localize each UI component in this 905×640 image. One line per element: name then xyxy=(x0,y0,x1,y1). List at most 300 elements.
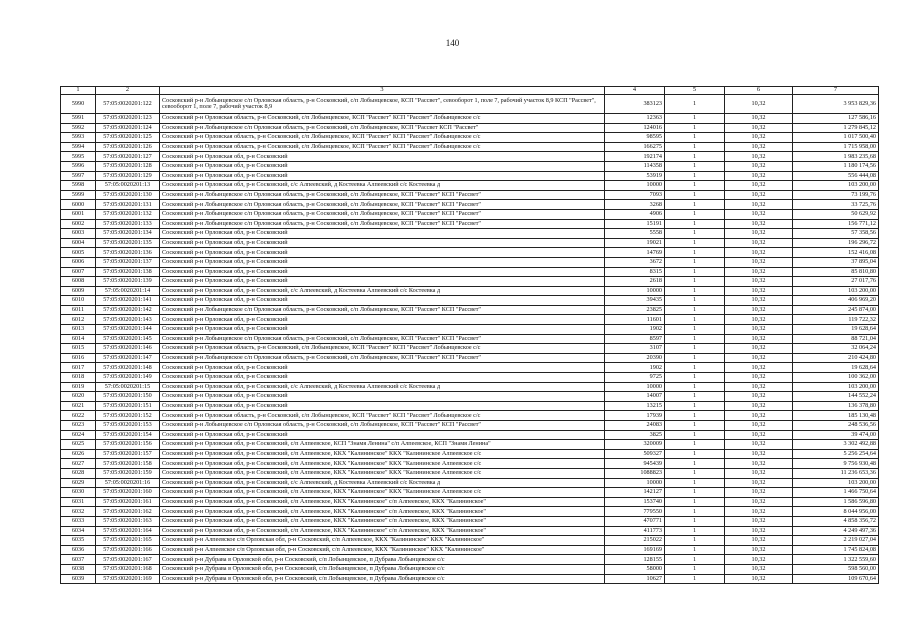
cadastral-number: 57:05:0020201:162 xyxy=(96,507,160,517)
count-value: 1 xyxy=(665,190,725,200)
table-row xyxy=(61,190,879,200)
area-value: 166275 xyxy=(605,142,665,152)
row-number: 6022 xyxy=(61,411,96,421)
rate-value: 10,32 xyxy=(725,142,793,152)
amount-value: 556 444,08 xyxy=(793,171,879,181)
location-description: Сосковский р-н Орловская обл, р-н Сосковский, с/с Алпеевский, д Костеевка Алпеевский с/с Костеевка д xyxy=(160,286,605,296)
area-value: 10000 xyxy=(605,286,665,296)
amount-value: 1 466 750,64 xyxy=(793,488,879,498)
column-number: 2 xyxy=(96,87,160,95)
area-value: 320009 xyxy=(605,440,665,450)
row-number: 6005 xyxy=(61,248,96,258)
row-number: 6030 xyxy=(61,488,96,498)
cadastral-number: 57:05:0020201:128 xyxy=(96,161,160,171)
table-row xyxy=(61,315,879,325)
table-row xyxy=(61,181,879,191)
cadastral-number: 57:05:0020201:147 xyxy=(96,353,160,363)
column-number-row xyxy=(61,87,879,95)
amount-value: 27 017,76 xyxy=(793,277,879,287)
row-number: 5992 xyxy=(61,123,96,133)
table-row xyxy=(61,363,879,373)
cadastral-number: 57:05:0020201:158 xyxy=(96,459,160,469)
rate-value: 10,32 xyxy=(725,267,793,277)
rate-value: 10,32 xyxy=(725,305,793,315)
amount-value: 103 200,00 xyxy=(793,382,879,392)
table-row xyxy=(61,325,879,335)
cadastral-number: 57:05:0020201:156 xyxy=(96,440,160,450)
cadastral-number: 57:05:0020201:144 xyxy=(96,325,160,335)
row-number: 6034 xyxy=(61,526,96,536)
count-value: 1 xyxy=(665,507,725,517)
count-value: 1 xyxy=(665,440,725,450)
location-description: Сосковский р-н Лобынцевское с/п Орловская область, р-н Сосковский, с/п Лобынцевское, КСП "Рассвет" КСП "Рассвет" xyxy=(160,305,605,315)
count-value: 1 xyxy=(665,392,725,402)
amount-value: 100 362,00 xyxy=(793,373,879,383)
amount-value: 210 424,80 xyxy=(793,353,879,363)
rate-value: 10,32 xyxy=(725,257,793,267)
amount-value: 1 983 235,68 xyxy=(793,152,879,162)
cadastral-number: 57:05:0020201:137 xyxy=(96,257,160,267)
rate-value: 10,32 xyxy=(725,229,793,239)
count-value: 1 xyxy=(665,315,725,325)
amount-value: 136 378,80 xyxy=(793,401,879,411)
rate-value: 10,32 xyxy=(725,286,793,296)
table-row xyxy=(61,516,879,526)
cadastral-number: 57:05:0020201:157 xyxy=(96,449,160,459)
table-row xyxy=(61,574,879,584)
row-number: 6024 xyxy=(61,430,96,440)
location-description: Сосковский р-н Орловская обл, р-н Сосковский xyxy=(160,152,605,162)
rate-value: 10,32 xyxy=(725,123,793,133)
count-value: 1 xyxy=(665,200,725,210)
table-row xyxy=(61,392,879,402)
rate-value: 10,32 xyxy=(725,334,793,344)
rate-value: 10,32 xyxy=(725,574,793,584)
amount-value: 103 200,00 xyxy=(793,478,879,488)
table-row xyxy=(61,507,879,517)
table-row xyxy=(61,488,879,498)
row-number: 5995 xyxy=(61,152,96,162)
table-row xyxy=(61,114,879,124)
count-value: 1 xyxy=(665,296,725,306)
table-row xyxy=(61,142,879,152)
rate-value: 10,32 xyxy=(725,95,793,114)
area-value: 10000 xyxy=(605,181,665,191)
row-number: 6010 xyxy=(61,296,96,306)
area-value: 128155 xyxy=(605,555,665,565)
amount-value: 196 296,72 xyxy=(793,238,879,248)
area-value: 9725 xyxy=(605,373,665,383)
cadastral-number: 57:05:0020201:13 xyxy=(96,181,160,191)
count-value: 1 xyxy=(665,114,725,124)
cadastral-number: 57:05:0020201:122 xyxy=(96,95,160,114)
cadastral-number: 57:05:0020201:136 xyxy=(96,248,160,258)
amount-value: 144 552,24 xyxy=(793,392,879,402)
rate-value: 10,32 xyxy=(725,209,793,219)
area-value: 24083 xyxy=(605,421,665,431)
row-number: 5996 xyxy=(61,161,96,171)
count-value: 1 xyxy=(665,564,725,574)
count-value: 1 xyxy=(665,257,725,267)
amount-value: 1 279 845,12 xyxy=(793,123,879,133)
cadastral-number: 57:05:0020201:138 xyxy=(96,267,160,277)
location-description: Сосковский р-н Орловская обл, р-н Сосковский xyxy=(160,325,605,335)
rate-value: 10,32 xyxy=(725,315,793,325)
table-row xyxy=(61,229,879,239)
rate-value: 10,32 xyxy=(725,171,793,181)
area-value: 12363 xyxy=(605,114,665,124)
location-description: Сосковский р-н Орловская обл, р-н Сосковский xyxy=(160,229,605,239)
table-row xyxy=(61,353,879,363)
area-value: 153740 xyxy=(605,497,665,507)
area-value: 10000 xyxy=(605,382,665,392)
row-number: 6009 xyxy=(61,286,96,296)
area-value: 4906 xyxy=(605,209,665,219)
location-description: Сосковский р-н Орловская обл, р-н Сосковский xyxy=(160,277,605,287)
rate-value: 10,32 xyxy=(725,344,793,354)
area-value: 53919 xyxy=(605,171,665,181)
area-value: 3672 xyxy=(605,257,665,267)
cadastral-number: 57:05:0020201:159 xyxy=(96,468,160,478)
row-number: 6029 xyxy=(61,478,96,488)
area-value: 19021 xyxy=(605,238,665,248)
count-value: 1 xyxy=(665,478,725,488)
location-description: Сосковский р-н Орловская обл, р-н Сосковский, с/п Алпеевское, ККХ "Калининское" с/п Алпеевское, ККХ "Калининское" xyxy=(160,526,605,536)
row-number: 5994 xyxy=(61,142,96,152)
table-row xyxy=(61,133,879,143)
amount-value: 88 721,04 xyxy=(793,334,879,344)
row-number: 5998 xyxy=(61,181,96,191)
cadastral-number: 57:05:0020201:131 xyxy=(96,200,160,210)
table-row xyxy=(61,161,879,171)
row-number: 6039 xyxy=(61,574,96,584)
location-description: Сосковский р-н Орловская область, р-н Сосковский, с/п Лобынцевское, КСП "Рассвет" КСП "Рассвет" Лобынцевское с/с xyxy=(160,344,605,354)
row-number: 6015 xyxy=(61,344,96,354)
table-row xyxy=(61,344,879,354)
table-row xyxy=(61,152,879,162)
row-number: 6011 xyxy=(61,305,96,315)
location-description: Сосковский р-н Алпеевское с/п Орловская обл, р-н Сосковский, с/п Алпеевское, ККХ "Калининское" ККХ "Калининское" xyxy=(160,536,605,546)
count-value: 1 xyxy=(665,277,725,287)
area-value: 13215 xyxy=(605,401,665,411)
rate-value: 10,32 xyxy=(725,555,793,565)
count-value: 1 xyxy=(665,401,725,411)
amount-value: 152 416,08 xyxy=(793,248,879,258)
table-row xyxy=(61,536,879,546)
row-number: 6018 xyxy=(61,373,96,383)
row-number: 6007 xyxy=(61,267,96,277)
area-value: 20390 xyxy=(605,353,665,363)
rate-value: 10,32 xyxy=(725,373,793,383)
count-value: 1 xyxy=(665,430,725,440)
location-description: Сосковский р-н Алпеевское с/п Орловская обл, р-н Сосковский, с/п Алпеевское, ККХ "Калининское" ККХ "Калининское" xyxy=(160,545,605,555)
count-value: 1 xyxy=(665,305,725,315)
amount-value: 5 256 254,64 xyxy=(793,449,879,459)
count-value: 1 xyxy=(665,344,725,354)
area-value: 1088823 xyxy=(605,468,665,478)
rate-value: 10,32 xyxy=(725,353,793,363)
count-value: 1 xyxy=(665,248,725,258)
rate-value: 10,32 xyxy=(725,478,793,488)
location-description: Сосковский р-н Орловская обл, р-н Сосковский xyxy=(160,267,605,277)
count-value: 1 xyxy=(665,488,725,498)
location-description: Сосковский р-н Лобынцевское с/п Орловская область, р-н Сосковский, с/п Лобынцевское, КСП "Рассвет КСП "Рассвет" xyxy=(160,123,605,133)
cadastral-number: 57:05:0020201:133 xyxy=(96,219,160,229)
rate-value: 10,32 xyxy=(725,114,793,124)
amount-value: 2 219 027,04 xyxy=(793,536,879,546)
row-number: 6037 xyxy=(61,555,96,565)
count-value: 1 xyxy=(665,459,725,469)
table-row xyxy=(61,545,879,555)
rate-value: 10,32 xyxy=(725,459,793,469)
cadastral-number: 57:05:0020201:161 xyxy=(96,497,160,507)
count-value: 1 xyxy=(665,267,725,277)
area-value: 15191 xyxy=(605,219,665,229)
amount-value: 11 236 653,36 xyxy=(793,468,879,478)
amount-value: 39 474,00 xyxy=(793,430,879,440)
count-value: 1 xyxy=(665,411,725,421)
count-value: 1 xyxy=(665,286,725,296)
row-number: 6001 xyxy=(61,209,96,219)
amount-value: 19 628,64 xyxy=(793,325,879,335)
cadastral-number: 57:05:0020201:152 xyxy=(96,411,160,421)
rate-value: 10,32 xyxy=(725,382,793,392)
location-description: Сосковский р-н Орловская обл, р-н Сосковский xyxy=(160,296,605,306)
table-row xyxy=(61,209,879,219)
amount-value: 1 745 824,08 xyxy=(793,545,879,555)
cadastral-number: 57:05:0020201:14 xyxy=(96,286,160,296)
count-value: 1 xyxy=(665,152,725,162)
count-value: 1 xyxy=(665,449,725,459)
area-value: 779550 xyxy=(605,507,665,517)
table-row xyxy=(61,267,879,277)
table-row xyxy=(61,219,879,229)
amount-value: 103 200,00 xyxy=(793,181,879,191)
rate-value: 10,32 xyxy=(725,200,793,210)
land-plot-table xyxy=(60,86,879,584)
column-number: 4 xyxy=(605,87,665,95)
location-description: Сосковский р-н Лобынцевское с/п Орловская область, р-н Сосковский, с/п Лобынцевское, КСП "Рассвет" КСП "Рассвет" xyxy=(160,421,605,431)
amount-value: 33 725,76 xyxy=(793,200,879,210)
location-description: Сосковский р-н Лобынцевское с/п Орловская область, р-н Сосковский, с/п Лобынцевское, КСП "Рассвет" КСП "Рассвет" xyxy=(160,209,605,219)
cadastral-number: 57:05:0020201:163 xyxy=(96,516,160,526)
rate-value: 10,32 xyxy=(725,421,793,431)
amount-value: 156 771,12 xyxy=(793,219,879,229)
location-description: Сосковский р-н Орловская обл, р-н Сосковский, с/п Алпеевское, ККХ "Калининское" с/п Алпеевское, ККХ "Калининское" xyxy=(160,497,605,507)
rate-value: 10,32 xyxy=(725,219,793,229)
row-number: 6000 xyxy=(61,200,96,210)
area-value: 8315 xyxy=(605,267,665,277)
amount-value: 9 756 930,48 xyxy=(793,459,879,469)
table-row xyxy=(61,459,879,469)
location-description: Сосковский р-н Дубрава в Орловской обл, р-н Сосковский, с/п Лобынцевское, п Дубрава Лобынцевское с/с xyxy=(160,564,605,574)
location-description: Сосковский р-н Орловская обл, р-н Сосковский, с/п Алпеевское, КСП "Знамя Ленина" с/п Алпеевское, КСП "Знамя Ленина" xyxy=(160,440,605,450)
location-description: Сосковский р-н Лобынцевское с/п Орловская область, р-н Сосковский, с/п Лобынцевское, КСП "Рассвет" КСП "Рассвет" xyxy=(160,334,605,344)
rate-value: 10,32 xyxy=(725,133,793,143)
table-row xyxy=(61,238,879,248)
row-number: 6032 xyxy=(61,507,96,517)
cadastral-number: 57:05:0020201:145 xyxy=(96,334,160,344)
rate-value: 10,32 xyxy=(725,449,793,459)
area-value: 7093 xyxy=(605,190,665,200)
location-description: Сосковский р-н Орловская обл, р-н Сосковский xyxy=(160,373,605,383)
cadastral-number: 57:05:0020201:132 xyxy=(96,209,160,219)
area-value: 470771 xyxy=(605,516,665,526)
amount-value: 406 969,20 xyxy=(793,296,879,306)
row-number: 6028 xyxy=(61,468,96,478)
row-number: 6013 xyxy=(61,325,96,335)
count-value: 1 xyxy=(665,516,725,526)
count-value: 1 xyxy=(665,161,725,171)
cadastral-number: 57:05:0020201:146 xyxy=(96,344,160,354)
area-value: 411773 xyxy=(605,526,665,536)
cadastral-number: 57:05:0020201:129 xyxy=(96,171,160,181)
amount-value: 185 130,48 xyxy=(793,411,879,421)
location-description: Сосковский р-н Лобынцевское с/п Орловская область, р-н Сосковский, с/п Лобынцевское, КСП "Рассвет" КСП "Рассвет" xyxy=(160,219,605,229)
area-value: 192174 xyxy=(605,152,665,162)
rate-value: 10,32 xyxy=(725,363,793,373)
table-row xyxy=(61,564,879,574)
count-value: 1 xyxy=(665,209,725,219)
cadastral-number: 57:05:0020201:150 xyxy=(96,392,160,402)
amount-value: 32 064,24 xyxy=(793,344,879,354)
location-description: Сосковский р-н Орловская обл, р-н Сосковский xyxy=(160,248,605,258)
area-value: 17939 xyxy=(605,411,665,421)
area-value: 124016 xyxy=(605,123,665,133)
cadastral-number: 57:05:0020201:134 xyxy=(96,229,160,239)
cadastral-number: 57:05:0020201:135 xyxy=(96,238,160,248)
amount-value: 119 722,32 xyxy=(793,315,879,325)
rate-value: 10,32 xyxy=(725,238,793,248)
amount-value: 245 874,00 xyxy=(793,305,879,315)
area-value: 5558 xyxy=(605,229,665,239)
count-value: 1 xyxy=(665,536,725,546)
area-value: 142127 xyxy=(605,488,665,498)
location-description: Сосковский р-н Орловская область, р-н Сосковский, с/п Лобынцевское, КСП "Рассвет" КСП "Рассвет" Лобынцевское с/с xyxy=(160,411,605,421)
table-row xyxy=(61,526,879,536)
count-value: 1 xyxy=(665,133,725,143)
rate-value: 10,32 xyxy=(725,248,793,258)
cadastral-number: 57:05:0020201:124 xyxy=(96,123,160,133)
amount-value: 598 560,00 xyxy=(793,564,879,574)
amount-value: 1 180 174,56 xyxy=(793,161,879,171)
area-value: 114358 xyxy=(605,161,665,171)
location-description: Сосковский р-н Орловская обл, р-н Сосковский, с/п Алпеевское, ККХ "Калининское" ККХ "Калининское Алпеевское с/с xyxy=(160,468,605,478)
cadastral-number: 57:05:0020201:130 xyxy=(96,190,160,200)
rate-value: 10,32 xyxy=(725,277,793,287)
area-value: 169169 xyxy=(605,545,665,555)
location-description: Сосковский р-н Орловская обл, р-н Сосковский xyxy=(160,363,605,373)
rate-value: 10,32 xyxy=(725,392,793,402)
row-number: 5999 xyxy=(61,190,96,200)
row-number: 6006 xyxy=(61,257,96,267)
rate-value: 10,32 xyxy=(725,161,793,171)
row-number: 5991 xyxy=(61,114,96,124)
location-description: Сосковский р-н Орловская обл, р-н Сосковский xyxy=(160,315,605,325)
area-value: 14769 xyxy=(605,248,665,258)
row-number: 5990 xyxy=(61,95,96,114)
table-row xyxy=(61,468,879,478)
cadastral-number: 57:05:0020201:123 xyxy=(96,114,160,124)
area-value: 509327 xyxy=(605,449,665,459)
area-value: 58000 xyxy=(605,564,665,574)
cadastral-number: 57:05:0020201:168 xyxy=(96,564,160,574)
rate-value: 10,32 xyxy=(725,545,793,555)
area-value: 23825 xyxy=(605,305,665,315)
location-description: Сосковский р-н Орловская обл, р-н Сосковский xyxy=(160,238,605,248)
row-number: 6025 xyxy=(61,440,96,450)
cadastral-number: 57:05:0020201:154 xyxy=(96,430,160,440)
cadastral-number: 57:05:0020201:15 xyxy=(96,382,160,392)
row-number: 6003 xyxy=(61,229,96,239)
cadastral-number: 57:05:0020201:169 xyxy=(96,574,160,584)
table-row xyxy=(61,277,879,287)
table-row xyxy=(61,373,879,383)
row-number: 6012 xyxy=(61,315,96,325)
amount-value: 50 629,92 xyxy=(793,209,879,219)
area-value: 215022 xyxy=(605,536,665,546)
count-value: 1 xyxy=(665,574,725,584)
amount-value: 73 199,76 xyxy=(793,190,879,200)
row-number: 6033 xyxy=(61,516,96,526)
amount-value: 57 358,56 xyxy=(793,229,879,239)
count-value: 1 xyxy=(665,171,725,181)
count-value: 1 xyxy=(665,363,725,373)
count-value: 1 xyxy=(665,123,725,133)
table-row xyxy=(61,334,879,344)
location-description: Сосковский р-н Орловская обл, р-н Сосковский xyxy=(160,401,605,411)
cadastral-number: 57:05:0020201:16 xyxy=(96,478,160,488)
cadastral-number: 57:05:0020201:143 xyxy=(96,315,160,325)
amount-value: 19 628,64 xyxy=(793,363,879,373)
column-number: 7 xyxy=(793,87,879,95)
rate-value: 10,32 xyxy=(725,526,793,536)
rate-value: 10,32 xyxy=(725,181,793,191)
location-description: Сосковский р-н Дубрава в Орловской обл, р-н Сосковский, с/п Лобынцевское, п Дубрава Лобынцевское с/с xyxy=(160,574,605,584)
amount-value: 1 586 596,80 xyxy=(793,497,879,507)
location-description: Сосковский р-н Дубрава в Орловской обл, р-н Сосковский, с/п Лобынцевское, п Дубрава Лобынцевское с/с xyxy=(160,555,605,565)
area-value: 2618 xyxy=(605,277,665,287)
count-value: 1 xyxy=(665,555,725,565)
area-value: 14007 xyxy=(605,392,665,402)
location-description: Сосковский р-н Орловская обл, р-н Сосковский xyxy=(160,430,605,440)
amount-value: 103 200,00 xyxy=(793,286,879,296)
table-row xyxy=(61,401,879,411)
row-number: 6016 xyxy=(61,353,96,363)
rate-value: 10,32 xyxy=(725,468,793,478)
amount-value: 3 953 829,36 xyxy=(793,95,879,114)
table-row xyxy=(61,430,879,440)
area-value: 1902 xyxy=(605,363,665,373)
cadastral-number: 57:05:0020201:160 xyxy=(96,488,160,498)
count-value: 1 xyxy=(665,373,725,383)
count-value: 1 xyxy=(665,421,725,431)
count-value: 1 xyxy=(665,142,725,152)
rate-value: 10,32 xyxy=(725,440,793,450)
cadastral-number: 57:05:0020201:125 xyxy=(96,133,160,143)
area-value: 3268 xyxy=(605,200,665,210)
location-description: Сосковский р-н Орловская обл, р-н Сосковский, с/п Алпеевское, ККХ "Калининское" с/п Алпеевское, ККХ "Калининское" xyxy=(160,516,605,526)
row-number: 5993 xyxy=(61,133,96,143)
amount-value: 1 017 500,40 xyxy=(793,133,879,143)
rate-value: 10,32 xyxy=(725,430,793,440)
location-description: Сосковский р-н Орловская обл, р-н Сосковский, с/с Алпеевский, д Костеевка Алпеевский с/с Костеевка д xyxy=(160,478,605,488)
rate-value: 10,32 xyxy=(725,488,793,498)
table-row xyxy=(61,248,879,258)
column-number: 3 xyxy=(160,87,605,95)
area-value: 10000 xyxy=(605,478,665,488)
cadastral-number: 57:05:0020201:151 xyxy=(96,401,160,411)
